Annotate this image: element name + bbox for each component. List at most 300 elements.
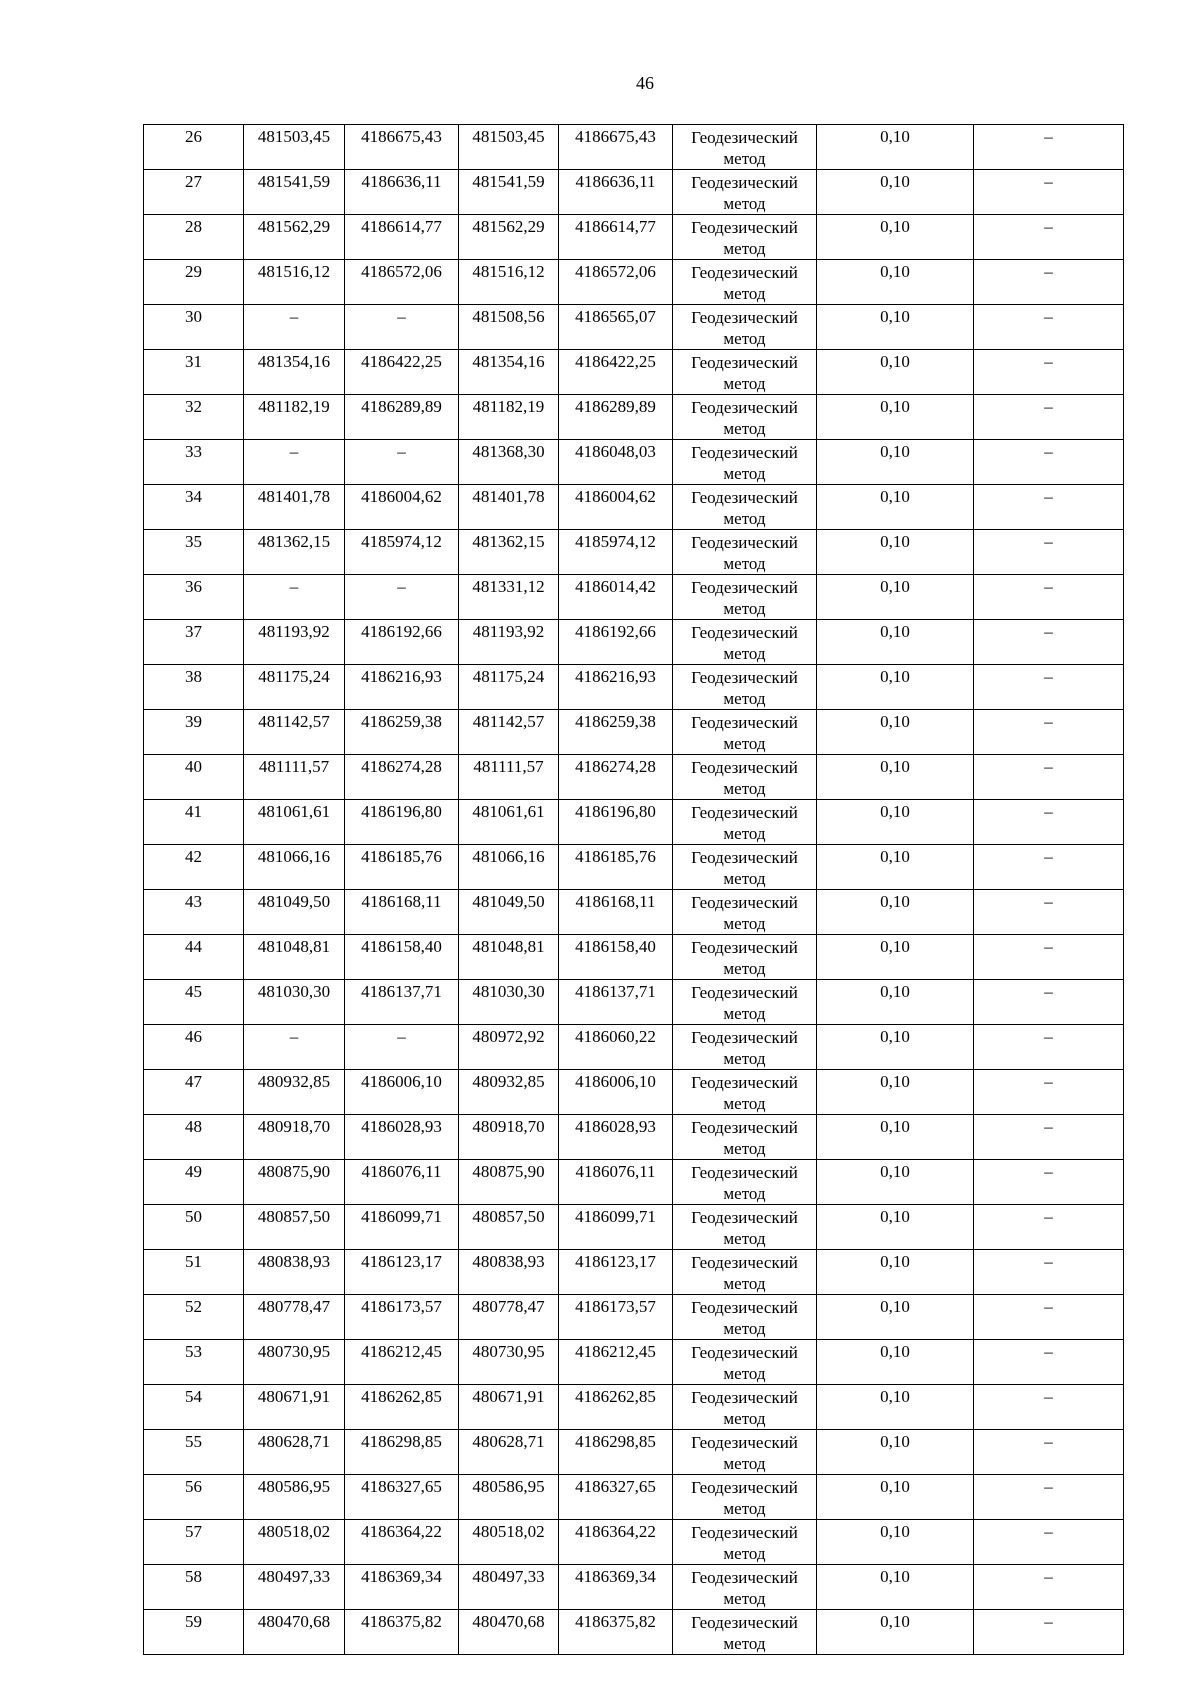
existing-x-cell-text: 480671,91	[257, 1387, 331, 1406]
existing-x-cell-text: 481503,45	[257, 127, 331, 146]
new-y-cell	[559, 350, 673, 395]
existing-x-cell-text: 481401,78	[257, 487, 331, 506]
existing-y-cell-text: 4186327,65	[361, 1477, 442, 1496]
method-line-2: метод	[723, 419, 766, 438]
precision-cell	[817, 575, 974, 620]
precision-cell-text: 0,10	[880, 1387, 910, 1406]
method-line-1: Геодезический	[691, 1208, 798, 1227]
method-line-1: Геодезический	[691, 1163, 798, 1182]
method-line-1: Геодезический	[691, 263, 798, 282]
note-cell	[974, 215, 1124, 260]
table-row	[144, 395, 1124, 440]
new-y-cell	[559, 485, 673, 530]
table-row	[144, 1025, 1124, 1070]
existing-x-cell	[244, 1430, 345, 1475]
existing-x-cell	[244, 890, 345, 935]
point-number-cell-text: 45	[185, 982, 202, 1001]
new-x-cell-text: 481066,16	[472, 847, 545, 866]
point-number-cell	[144, 575, 244, 620]
point-number-cell	[144, 845, 244, 890]
method-cell	[673, 1475, 817, 1520]
precision-cell-text: 0,10	[880, 1297, 910, 1316]
existing-x-cell-text: 481111,57	[258, 757, 330, 776]
note-cell-text: –	[1044, 127, 1053, 146]
point-number-cell-text: 44	[185, 937, 202, 956]
table-row	[144, 485, 1124, 530]
existing-x-cell-text: 481362,15	[257, 532, 331, 551]
existing-x-cell	[244, 665, 345, 710]
method-line-2: метод	[723, 1004, 766, 1023]
existing-x-cell-text: 481182,19	[258, 397, 330, 416]
precision-cell-text: 0,10	[880, 1027, 910, 1046]
precision-cell-text: 0,10	[880, 352, 910, 371]
new-y-cell-text: 4186173,57	[575, 1297, 656, 1316]
new-y-cell	[559, 1430, 673, 1475]
precision-cell	[817, 1160, 974, 1205]
existing-x-cell	[244, 1025, 345, 1070]
point-number-cell-text: 40	[185, 757, 202, 776]
note-cell	[974, 260, 1124, 305]
existing-x-cell	[244, 1610, 345, 1655]
new-y-cell-text: 4186099,71	[575, 1207, 656, 1226]
method-cell	[673, 620, 817, 665]
method-line-1: Геодезический	[691, 1568, 798, 1587]
table-row	[144, 755, 1124, 800]
method-cell	[673, 350, 817, 395]
existing-y-cell-text: 4186137,71	[361, 982, 442, 1001]
note-cell-text: –	[1044, 397, 1053, 416]
precision-cell	[817, 1565, 974, 1610]
point-number-cell-text: 37	[185, 622, 202, 641]
precision-cell	[817, 935, 974, 980]
new-y-cell	[559, 170, 673, 215]
new-y-cell-text: 4186004,62	[575, 487, 656, 506]
table-row	[144, 440, 1124, 485]
point-number-cell	[144, 980, 244, 1025]
existing-x-cell-text: 481516,12	[257, 262, 331, 281]
method-line-1: Геодезический	[691, 623, 798, 642]
existing-y-cell	[345, 935, 459, 980]
note-cell-text: –	[1044, 1342, 1053, 1361]
existing-y-cell-text: 4186173,57	[361, 1297, 442, 1316]
table-row	[144, 1385, 1124, 1430]
point-number-cell	[144, 485, 244, 530]
precision-cell-text: 0,10	[880, 127, 910, 146]
table-row	[144, 1205, 1124, 1250]
existing-y-cell-text: –	[397, 442, 406, 461]
table-row	[144, 1340, 1124, 1385]
note-cell	[974, 1025, 1124, 1070]
method-line-2: метод	[723, 1544, 766, 1563]
new-x-cell	[459, 170, 559, 215]
new-x-cell-text: 480470,68	[472, 1612, 545, 1631]
point-number-cell	[144, 215, 244, 260]
method-line-2: метод	[723, 1364, 766, 1383]
new-y-cell-text: 4186614,77	[575, 217, 656, 236]
method-line-1: Геодезический	[691, 443, 798, 462]
method-cell	[673, 485, 817, 530]
new-y-cell	[559, 620, 673, 665]
precision-cell-text: 0,10	[880, 937, 910, 956]
existing-x-cell	[244, 1250, 345, 1295]
existing-y-cell-text: –	[397, 1027, 406, 1046]
precision-cell-text: 0,10	[880, 1117, 910, 1136]
new-y-cell-text: 4186565,07	[575, 307, 656, 326]
note-cell	[974, 575, 1124, 620]
new-x-cell	[459, 1385, 559, 1430]
existing-x-cell-text: 480518,02	[257, 1522, 331, 1541]
table-row	[144, 1295, 1124, 1340]
method-line-2: метод	[723, 959, 766, 978]
precision-cell-text: 0,10	[880, 1072, 910, 1091]
new-x-cell	[459, 1610, 559, 1655]
existing-x-cell-text: 481175,24	[258, 667, 330, 686]
new-x-cell-text: 480671,91	[472, 1387, 545, 1406]
note-cell	[974, 665, 1124, 710]
point-number-cell	[144, 620, 244, 665]
point-number-cell-text: 56	[185, 1477, 202, 1496]
new-y-cell	[559, 890, 673, 935]
method-line-2: метод	[723, 1319, 766, 1338]
new-y-cell	[559, 710, 673, 755]
table-row	[144, 575, 1124, 620]
method-cell	[673, 1160, 817, 1205]
point-number-cell	[144, 350, 244, 395]
existing-y-cell	[345, 305, 459, 350]
point-number-cell	[144, 440, 244, 485]
method-line-2: метод	[723, 1634, 766, 1653]
new-y-cell	[559, 845, 673, 890]
new-x-cell-text: 481175,24	[472, 667, 545, 686]
precision-cell-text: 0,10	[880, 712, 910, 731]
precision-cell	[817, 440, 974, 485]
existing-y-cell	[345, 665, 459, 710]
point-number-cell	[144, 1295, 244, 1340]
note-cell-text: –	[1044, 217, 1053, 236]
precision-cell	[817, 530, 974, 575]
precision-cell	[817, 170, 974, 215]
existing-x-cell-text: 480470,68	[257, 1612, 331, 1631]
method-line-1: Геодезический	[691, 1343, 798, 1362]
new-y-cell	[559, 1475, 673, 1520]
point-number-cell-text: 57	[185, 1522, 202, 1541]
precision-cell	[817, 1115, 974, 1160]
note-cell	[974, 710, 1124, 755]
new-y-cell-text: 4186274,28	[575, 757, 656, 776]
existing-y-cell-text: 4186196,80	[361, 802, 442, 821]
existing-y-cell	[345, 395, 459, 440]
new-x-cell-text: 481541,59	[472, 172, 545, 191]
note-cell-text: –	[1044, 1027, 1053, 1046]
existing-y-cell	[345, 1340, 459, 1385]
method-line-2: метод	[723, 1229, 766, 1248]
new-x-cell-text: 480857,50	[472, 1207, 545, 1226]
note-cell-text: –	[1044, 352, 1053, 371]
precision-cell	[817, 665, 974, 710]
new-x-cell	[459, 710, 559, 755]
method-cell	[673, 935, 817, 980]
note-cell-text: –	[1044, 442, 1053, 461]
existing-x-cell	[244, 305, 345, 350]
method-line-1: Геодезический	[691, 893, 798, 912]
table-body	[144, 125, 1124, 1655]
existing-y-cell	[345, 1295, 459, 1340]
method-line-2: метод	[723, 509, 766, 528]
point-number-cell-text: 52	[185, 1297, 202, 1316]
table-row	[144, 710, 1124, 755]
method-line-1: Геодезический	[691, 1523, 798, 1542]
new-y-cell-text: 4186298,85	[575, 1432, 656, 1451]
new-x-cell	[459, 1025, 559, 1070]
existing-x-cell	[244, 1385, 345, 1430]
existing-x-cell	[244, 1070, 345, 1115]
point-number-cell	[144, 1475, 244, 1520]
new-x-cell	[459, 395, 559, 440]
existing-x-cell-text: 480932,85	[257, 1072, 331, 1091]
new-x-cell	[459, 800, 559, 845]
precision-cell	[817, 215, 974, 260]
method-line-2: метод	[723, 734, 766, 753]
table-row	[144, 1430, 1124, 1475]
note-cell-text: –	[1044, 1567, 1053, 1586]
existing-x-cell	[244, 1475, 345, 1520]
note-cell	[974, 755, 1124, 800]
point-number-cell	[144, 890, 244, 935]
note-cell-text: –	[1044, 307, 1053, 326]
method-line-1: Геодезический	[691, 1253, 798, 1272]
new-x-cell-text: 481142,57	[472, 712, 545, 731]
new-x-cell	[459, 1340, 559, 1385]
table-row	[144, 890, 1124, 935]
precision-cell	[817, 800, 974, 845]
existing-x-cell-text: –	[289, 577, 299, 596]
point-number-cell-text: 34	[185, 487, 202, 506]
existing-x-cell-text: 481066,16	[257, 847, 331, 866]
method-cell	[673, 1610, 817, 1655]
table-row	[144, 1520, 1124, 1565]
existing-y-cell	[345, 620, 459, 665]
existing-x-cell	[244, 395, 345, 440]
precision-cell-text: 0,10	[880, 307, 910, 326]
existing-x-cell	[244, 125, 345, 170]
existing-x-cell	[244, 1340, 345, 1385]
existing-y-cell-text: 4186168,11	[361, 892, 442, 911]
point-number-cell	[144, 170, 244, 215]
table-row	[144, 1115, 1124, 1160]
method-cell	[673, 755, 817, 800]
method-line-1: Геодезический	[691, 1298, 798, 1317]
new-y-cell	[559, 1205, 673, 1250]
new-y-cell	[559, 305, 673, 350]
existing-y-cell-text: 4186289,89	[361, 397, 442, 416]
existing-x-cell-text: 481048,81	[257, 937, 331, 956]
new-y-cell-text: 4186422,25	[575, 352, 656, 371]
new-y-cell	[559, 215, 673, 260]
existing-y-cell-text: 4186375,82	[361, 1612, 442, 1631]
new-x-cell	[459, 1475, 559, 1520]
point-number-cell	[144, 935, 244, 980]
precision-cell	[817, 395, 974, 440]
new-y-cell	[559, 260, 673, 305]
existing-y-cell	[345, 1250, 459, 1295]
point-number-cell-text: 46	[185, 1027, 202, 1046]
note-cell	[974, 530, 1124, 575]
method-line-2: метод	[723, 869, 766, 888]
existing-x-cell-text: 481193,92	[258, 622, 330, 641]
note-cell-text: –	[1044, 667, 1053, 686]
point-number-cell	[144, 1115, 244, 1160]
note-cell-text: –	[1044, 1477, 1053, 1496]
method-cell	[673, 1430, 817, 1475]
note-cell-text: –	[1044, 847, 1053, 866]
existing-x-cell	[244, 1565, 345, 1610]
method-cell	[673, 170, 817, 215]
method-line-2: метод	[723, 1589, 766, 1608]
existing-y-cell-text: 4186123,17	[361, 1252, 442, 1271]
precision-cell	[817, 620, 974, 665]
new-y-cell-text: 4186216,93	[575, 667, 656, 686]
new-x-cell-text: 481368,30	[472, 442, 545, 461]
point-number-cell-text: 55	[185, 1432, 202, 1451]
new-y-cell-text: 4186028,93	[575, 1117, 656, 1136]
new-x-cell-text: 481508,56	[472, 307, 545, 326]
precision-cell	[817, 845, 974, 890]
existing-y-cell-text: –	[397, 577, 406, 596]
precision-cell-text: 0,10	[880, 1612, 910, 1631]
new-y-cell-text: 4186137,71	[575, 982, 656, 1001]
method-line-1: Геодезический	[691, 308, 798, 327]
new-y-cell	[559, 665, 673, 710]
existing-x-cell	[244, 710, 345, 755]
table-row	[144, 1565, 1124, 1610]
existing-y-cell	[345, 575, 459, 620]
note-cell	[974, 1610, 1124, 1655]
precision-cell	[817, 1205, 974, 1250]
new-y-cell-text: 4186364,22	[575, 1522, 656, 1541]
existing-x-cell	[244, 800, 345, 845]
existing-y-cell-text: 4186262,85	[361, 1387, 442, 1406]
precision-cell-text: 0,10	[880, 262, 910, 281]
method-cell	[673, 125, 817, 170]
method-line-2: метод	[723, 1049, 766, 1068]
existing-y-cell	[345, 1565, 459, 1610]
existing-x-cell-text: –	[289, 1027, 299, 1046]
existing-x-cell-text: 480778,47	[257, 1297, 331, 1316]
precision-cell-text: 0,10	[880, 532, 910, 551]
precision-cell	[817, 1610, 974, 1655]
precision-cell-text: 0,10	[880, 1477, 910, 1496]
new-y-cell	[559, 980, 673, 1025]
note-cell	[974, 1430, 1124, 1475]
point-number-cell-text: 43	[185, 892, 202, 911]
new-y-cell	[559, 440, 673, 485]
method-line-2: метод	[723, 599, 766, 618]
precision-cell-text: 0,10	[880, 1432, 910, 1451]
existing-x-cell-text: –	[289, 442, 299, 461]
new-x-cell	[459, 1250, 559, 1295]
new-y-cell-text: 4186572,06	[575, 262, 656, 281]
note-cell	[974, 485, 1124, 530]
new-x-cell-text: 481048,81	[472, 937, 545, 956]
note-cell	[974, 935, 1124, 980]
new-y-cell	[559, 1160, 673, 1205]
new-x-cell	[459, 1160, 559, 1205]
point-number-cell	[144, 530, 244, 575]
table-row	[144, 530, 1124, 575]
new-x-cell-text: 481503,45	[472, 127, 545, 146]
new-x-cell-text: 480518,02	[472, 1522, 545, 1541]
existing-x-cell-text: 480497,33	[257, 1567, 331, 1586]
method-line-2: метод	[723, 1184, 766, 1203]
point-number-cell-text: 51	[185, 1252, 202, 1271]
new-y-cell-text: 4186196,80	[575, 802, 656, 821]
point-number-cell-text: 27	[185, 172, 202, 191]
new-y-cell	[559, 1610, 673, 1655]
table-row	[144, 620, 1124, 665]
precision-cell	[817, 1385, 974, 1430]
note-cell-text: –	[1044, 172, 1053, 191]
existing-y-cell-text: 4185974,12	[361, 532, 442, 551]
new-x-cell-text: 481331,12	[472, 577, 545, 596]
existing-y-cell	[345, 170, 459, 215]
new-x-cell	[459, 485, 559, 530]
existing-x-cell-text: 481061,61	[257, 802, 331, 821]
method-line-2: метод	[723, 374, 766, 393]
note-cell	[974, 440, 1124, 485]
method-line-1: Геодезический	[691, 128, 798, 147]
method-line-2: метод	[723, 239, 766, 258]
point-number-cell-text: 36	[185, 577, 202, 596]
precision-cell	[817, 350, 974, 395]
note-cell	[974, 1385, 1124, 1430]
new-y-cell-text: 4186006,10	[575, 1072, 656, 1091]
new-x-cell	[459, 1565, 559, 1610]
point-number-cell	[144, 260, 244, 305]
point-number-cell	[144, 710, 244, 755]
precision-cell-text: 0,10	[880, 622, 910, 641]
new-x-cell-text: 481182,19	[472, 397, 545, 416]
new-x-cell	[459, 575, 559, 620]
point-number-cell-text: 26	[185, 127, 202, 146]
new-y-cell-text: 4186048,03	[575, 442, 656, 461]
method-line-2: метод	[723, 689, 766, 708]
note-cell	[974, 890, 1124, 935]
method-cell	[673, 1250, 817, 1295]
new-y-cell	[559, 530, 673, 575]
new-x-cell-text: 480972,92	[472, 1027, 545, 1046]
method-line-1: Геодезический	[691, 848, 798, 867]
precision-cell-text: 0,10	[880, 442, 910, 461]
note-cell	[974, 395, 1124, 440]
new-y-cell-text: 4186636,11	[575, 172, 656, 191]
point-number-cell-text: 58	[185, 1567, 202, 1586]
note-cell	[974, 845, 1124, 890]
table-row	[144, 1160, 1124, 1205]
existing-y-cell	[345, 350, 459, 395]
method-line-1: Геодезический	[691, 668, 798, 687]
existing-y-cell-text: 4186028,93	[361, 1117, 442, 1136]
method-line-2: метод	[723, 1274, 766, 1293]
new-x-cell	[459, 125, 559, 170]
existing-x-cell-text: –	[289, 307, 299, 326]
existing-y-cell-text: 4186614,77	[361, 217, 442, 236]
precision-cell	[817, 710, 974, 755]
point-number-cell	[144, 1205, 244, 1250]
method-line-1: Геодезический	[691, 1433, 798, 1452]
existing-y-cell	[345, 215, 459, 260]
table-row	[144, 215, 1124, 260]
new-x-cell-text: 480730,95	[472, 1342, 545, 1361]
